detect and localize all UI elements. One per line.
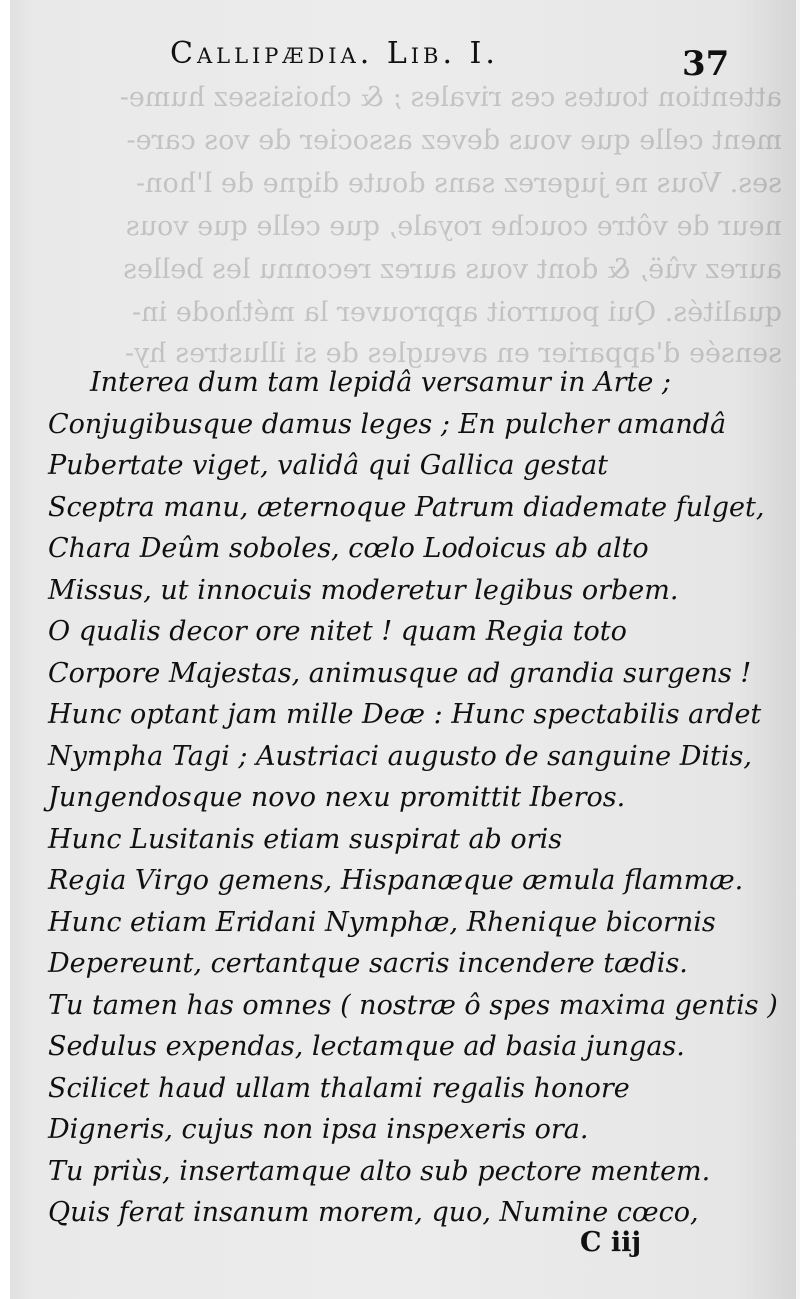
verse-line: O qualis decor ore nitet ! quam Regia toto xyxy=(48,616,627,647)
page-left-margin xyxy=(0,0,10,1299)
verse-line: Regia Virgo gemens, Hispanæque æmula flammæ. xyxy=(48,865,744,896)
signature-mark: C iij xyxy=(580,1227,642,1258)
bleed-line: sensée d'apparier en aveugles de si illustres hy- xyxy=(124,338,782,369)
verse-line: Corpore Majestas, animusque ad grandia surgens ! xyxy=(48,657,752,689)
verse-line: Chara Deûm soboles, cœlo Lodoicus ab alto xyxy=(48,533,649,564)
verse-line: Missus, ut innocuis moderetur legibus orbem. xyxy=(48,574,679,606)
page-number: 37 xyxy=(682,44,730,84)
verse-line: Hunc etiam Eridani Nymphæ, Rhenique bicornis xyxy=(48,906,716,938)
bleed-line: ment celle que vous devez associer de vos care- xyxy=(126,125,782,156)
verse-line: Pubertate viget, validâ qui Gallica gestat xyxy=(48,450,609,481)
verse-line: Sceptra manu, æternoque Patrum diademate fulget, xyxy=(48,491,765,523)
verse-line: Interea dum tam lepidâ versamur in Arte ; xyxy=(90,367,672,398)
verse-block xyxy=(48,362,778,1234)
verse-line: Nympha Tagi ; Austriaci augusto de sanguine Ditis, xyxy=(48,740,752,772)
verse-line: Conjugibusque damus leges ; En pulcher amandâ xyxy=(48,408,727,440)
verse-line: Hunc optant jam mille Deæ : Hunc spectabilis ardet xyxy=(48,699,762,730)
bleed-line: neur de vôtre couche royale, que celle que vous xyxy=(125,211,782,242)
bleed-line: attention toutes ces rivales ; & choisissez hume- xyxy=(119,82,782,113)
bleed-line: aurez vûë, & dont vous aurez reconnu les belles xyxy=(123,254,782,285)
verse-line: Digneris, cujus non ipsa inspexeris ora. xyxy=(48,1114,589,1145)
verse-line: Hunc Lusitanis etiam suspirat ab oris xyxy=(48,823,563,855)
verse-line: Tu tamen has omnes ( nostræ ô spes maxima gentis ) xyxy=(48,989,778,1021)
bleed-line: ses. Vous ne jugerez sans doute digne de l'hon- xyxy=(136,168,782,199)
verse-line: Jungendosque novo nexu promittit Iberos. xyxy=(48,782,626,813)
verse-line: Depereunt, certantque sacris incendere tædis. xyxy=(48,948,688,979)
verse-line: Tu priùs, insertamque alto sub pectore mentem. xyxy=(48,1155,711,1187)
bleed-line: qualités. Qui pourroit approuver la méthode in- xyxy=(131,297,782,328)
verse-line: Scilicet haud ullam thalami regalis honore xyxy=(48,1072,630,1104)
verse-line: Sedulus expendas, lectamque ad basia jungas. xyxy=(48,1031,685,1062)
running-head: Callipædia. Lib. I. xyxy=(170,36,499,71)
verse-line: Quis ferat insanum morem, quo, Numine cœco, xyxy=(48,1197,699,1228)
page-right-margin xyxy=(796,0,800,1299)
